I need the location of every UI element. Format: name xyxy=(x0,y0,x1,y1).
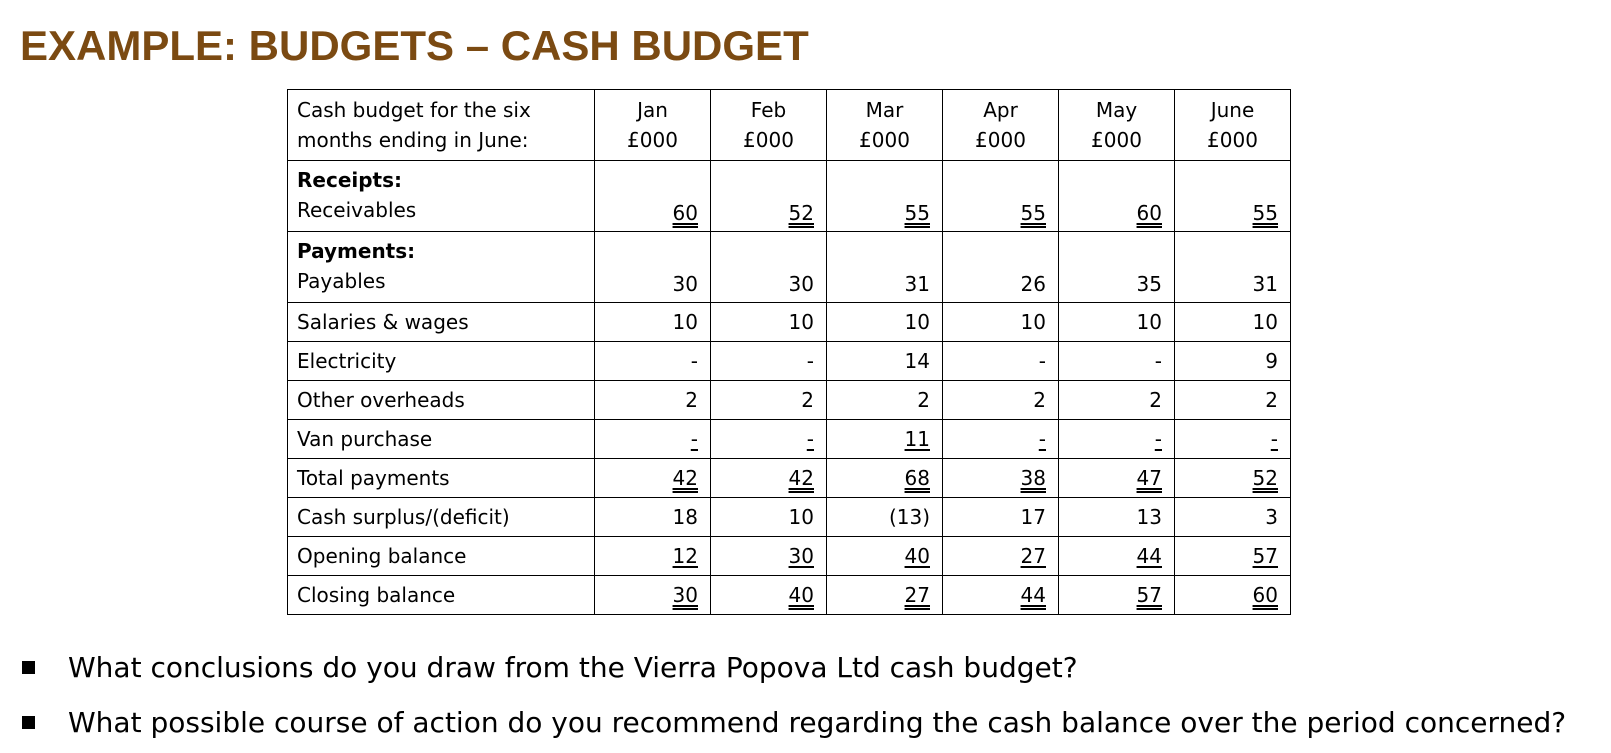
cell-value: 26 xyxy=(1020,272,1046,296)
table-row xyxy=(288,161,1291,232)
value-cell xyxy=(595,420,711,459)
value-cell xyxy=(595,161,711,232)
value-cell xyxy=(1059,303,1175,342)
month-name: Mar xyxy=(865,98,904,122)
cell-value: 10 xyxy=(904,310,930,334)
table-row xyxy=(288,537,1291,576)
header-month-cell xyxy=(1175,90,1291,161)
header-month-cell xyxy=(1059,90,1175,161)
row-label: Salaries & wages xyxy=(297,310,469,334)
cell-value: 10 xyxy=(788,310,814,334)
value-cell xyxy=(943,459,1059,498)
value-cell xyxy=(943,342,1059,381)
month-name: Feb xyxy=(750,98,787,122)
cell-value: 35 xyxy=(1136,272,1162,296)
header-label-cell xyxy=(288,90,595,161)
cell-value: 60 xyxy=(1252,583,1278,607)
value-cell xyxy=(595,342,711,381)
cell-value: 31 xyxy=(1252,272,1278,296)
cell-value: 30 xyxy=(672,583,698,607)
question-list xyxy=(22,640,1566,750)
cell-value: 44 xyxy=(1020,583,1046,607)
question-text: What conclusions do you draw from the Vierra Popova Ltd cash budget? xyxy=(68,651,1078,684)
row-label: Van purchase xyxy=(297,427,433,451)
row-label-cell xyxy=(288,537,595,576)
value-cell xyxy=(1175,342,1291,381)
value-cell xyxy=(827,342,943,381)
cell-value: - xyxy=(690,349,698,373)
cell-value: 60 xyxy=(672,201,698,225)
cell-value: 2 xyxy=(1149,388,1162,412)
cell-value: 55 xyxy=(904,201,930,225)
cell-value: 10 xyxy=(1020,310,1046,334)
value-cell xyxy=(1059,232,1175,303)
question-item xyxy=(22,695,1566,750)
cell-value: 10 xyxy=(788,505,814,529)
row-label: Cash surplus/(deficit) xyxy=(297,505,510,529)
value-cell xyxy=(827,576,943,615)
cell-value: 52 xyxy=(1252,466,1278,490)
cell-value: 10 xyxy=(1252,310,1278,334)
value-cell xyxy=(595,537,711,576)
value-cell xyxy=(711,381,827,420)
table-header-row xyxy=(288,90,1291,161)
cell-value: 68 xyxy=(904,466,930,490)
question-item xyxy=(22,640,1566,695)
cash-budget-table xyxy=(287,89,1291,615)
square-bullet-icon xyxy=(22,716,35,729)
cell-value: 38 xyxy=(1020,466,1046,490)
section-heading: Receipts: xyxy=(297,168,403,192)
value-cell xyxy=(827,537,943,576)
month-name: June xyxy=(1210,98,1255,122)
value-cell xyxy=(711,459,827,498)
value-cell xyxy=(595,381,711,420)
month-unit: £000 xyxy=(627,128,678,152)
month-name: Jan xyxy=(637,98,668,122)
cell-value: 10 xyxy=(672,310,698,334)
row-label: Payables xyxy=(297,269,386,293)
cell-value: 9 xyxy=(1265,349,1278,373)
row-label-cell xyxy=(288,342,595,381)
table-row xyxy=(288,342,1291,381)
value-cell xyxy=(1059,342,1175,381)
cell-value: 27 xyxy=(1020,544,1046,568)
value-cell xyxy=(711,498,827,537)
cell-value: 2 xyxy=(917,388,930,412)
value-cell xyxy=(827,303,943,342)
row-label-cell xyxy=(288,232,595,303)
value-cell xyxy=(711,342,827,381)
cell-value: - xyxy=(1154,427,1162,451)
value-cell xyxy=(1059,498,1175,537)
value-cell xyxy=(827,232,943,303)
value-cell xyxy=(1175,381,1291,420)
value-cell xyxy=(827,498,943,537)
cell-value: - xyxy=(1154,349,1162,373)
cell-value: 47 xyxy=(1136,466,1162,490)
value-cell xyxy=(1175,459,1291,498)
value-cell xyxy=(1175,232,1291,303)
cell-value: 52 xyxy=(788,201,814,225)
square-bullet-icon xyxy=(22,661,35,674)
row-label: Electricity xyxy=(297,349,397,373)
value-cell xyxy=(1059,537,1175,576)
month-name: Apr xyxy=(983,98,1018,122)
cell-value: 42 xyxy=(672,466,698,490)
value-cell xyxy=(1175,303,1291,342)
cell-value: 40 xyxy=(788,583,814,607)
header-month-cell xyxy=(827,90,943,161)
header-label-line2: months ending in June: xyxy=(297,128,529,152)
value-cell xyxy=(943,420,1059,459)
cell-value: - xyxy=(806,427,814,451)
cell-value: 2 xyxy=(1033,388,1046,412)
header-month-cell xyxy=(943,90,1059,161)
row-label-cell xyxy=(288,303,595,342)
cell-value: 2 xyxy=(1265,388,1278,412)
value-cell xyxy=(827,161,943,232)
cell-value: - xyxy=(1038,427,1046,451)
row-label: Total payments xyxy=(297,466,450,490)
row-label: Opening balance xyxy=(297,544,467,568)
value-cell xyxy=(1175,576,1291,615)
value-cell xyxy=(943,381,1059,420)
value-cell xyxy=(1059,420,1175,459)
month-unit: £000 xyxy=(1207,128,1258,152)
value-cell xyxy=(711,161,827,232)
value-cell xyxy=(595,498,711,537)
row-label-cell xyxy=(288,161,595,232)
value-cell xyxy=(943,498,1059,537)
value-cell xyxy=(1059,576,1175,615)
cell-value: 57 xyxy=(1136,583,1162,607)
value-cell xyxy=(943,537,1059,576)
question-text: What possible course of action do you recommend regarding the cash balance over the period concerned? xyxy=(68,706,1567,739)
cell-value: 30 xyxy=(788,544,814,568)
value-cell xyxy=(711,420,827,459)
month-unit: £000 xyxy=(859,128,910,152)
value-cell xyxy=(943,232,1059,303)
table-row xyxy=(288,576,1291,615)
cell-value: 30 xyxy=(788,272,814,296)
table-row xyxy=(288,232,1291,303)
cell-value: - xyxy=(1270,427,1278,451)
table-row xyxy=(288,420,1291,459)
cell-value: 30 xyxy=(672,272,698,296)
row-label-cell xyxy=(288,420,595,459)
cell-value: 42 xyxy=(788,466,814,490)
table-row xyxy=(288,303,1291,342)
cell-value: 44 xyxy=(1136,544,1162,568)
value-cell xyxy=(1059,381,1175,420)
value-cell xyxy=(711,537,827,576)
row-label: Closing balance xyxy=(297,583,456,607)
row-label-cell xyxy=(288,576,595,615)
month-name: May xyxy=(1095,98,1138,122)
value-cell xyxy=(943,161,1059,232)
cell-value: 10 xyxy=(1136,310,1162,334)
cell-value: 57 xyxy=(1252,544,1278,568)
value-cell xyxy=(827,420,943,459)
cell-value: - xyxy=(806,349,814,373)
table-row xyxy=(288,381,1291,420)
cell-value: (13) xyxy=(888,505,930,529)
cell-value: 2 xyxy=(801,388,814,412)
value-cell xyxy=(1175,161,1291,232)
value-cell xyxy=(1175,537,1291,576)
month-unit: £000 xyxy=(975,128,1026,152)
cell-value: 2 xyxy=(685,388,698,412)
value-cell xyxy=(711,303,827,342)
value-cell xyxy=(595,576,711,615)
row-label: Other overheads xyxy=(297,388,465,412)
value-cell xyxy=(1175,498,1291,537)
value-cell xyxy=(711,232,827,303)
row-label-cell xyxy=(288,381,595,420)
cell-value: 12 xyxy=(672,544,698,568)
cell-value: 31 xyxy=(904,272,930,296)
header-month-cell xyxy=(711,90,827,161)
value-cell xyxy=(827,381,943,420)
table-row xyxy=(288,498,1291,537)
cell-value: 13 xyxy=(1136,505,1162,529)
month-unit: £000 xyxy=(743,128,794,152)
page-title: EXAMPLE: BUDGETS – CASH BUDGET xyxy=(20,22,809,69)
cell-value: 40 xyxy=(904,544,930,568)
cell-value: 18 xyxy=(672,505,698,529)
value-cell xyxy=(711,576,827,615)
cell-value: 55 xyxy=(1252,201,1278,225)
cell-value: 14 xyxy=(904,349,930,373)
month-unit: £000 xyxy=(1091,128,1142,152)
cell-value: - xyxy=(1038,349,1046,373)
value-cell xyxy=(943,576,1059,615)
cell-value: - xyxy=(690,427,698,451)
header-month-cell xyxy=(595,90,711,161)
row-label-cell xyxy=(288,498,595,537)
cell-value: 55 xyxy=(1020,201,1046,225)
row-label-cell xyxy=(288,459,595,498)
table-row xyxy=(288,459,1291,498)
cell-value: 11 xyxy=(904,427,930,451)
value-cell xyxy=(595,303,711,342)
value-cell xyxy=(1059,459,1175,498)
row-label: Receivables xyxy=(297,198,417,222)
value-cell xyxy=(827,459,943,498)
cell-value: 27 xyxy=(904,583,930,607)
value-cell xyxy=(595,459,711,498)
header-label-line1: Cash budget for the six xyxy=(297,98,531,122)
cell-value: 60 xyxy=(1136,201,1162,225)
section-heading: Payments: xyxy=(297,239,416,263)
value-cell xyxy=(1175,420,1291,459)
value-cell xyxy=(595,232,711,303)
cell-value: 17 xyxy=(1020,505,1046,529)
value-cell xyxy=(943,303,1059,342)
cell-value: 3 xyxy=(1265,505,1278,529)
value-cell xyxy=(1059,161,1175,232)
